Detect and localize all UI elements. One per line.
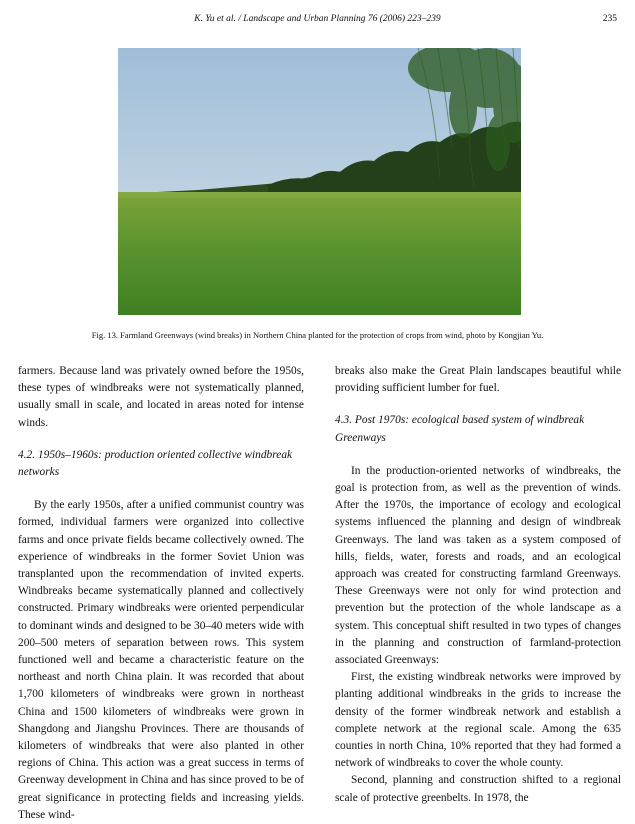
right-column (335, 363, 621, 807)
page-header (18, 14, 617, 28)
section-heading: 4.2. 1950s–1960s: production oriented collective windbreak networks (18, 448, 293, 479)
figure-photo (118, 48, 521, 315)
paragraph: By the early 1950s, after a unified communist country was formed, individual farmers were organized into collective farms and once private fields became collectively owned. The experience of windbreaks in the former Soviet Union was transplanted upon the recommendation of invited experts. Windbreaks became systematically planned and collectively constructed. Primary windbreaks were oriented perpendicular to dominant winds and designed to be 30–40 meters wide with 200–500 meters of separation between rows. This system functioned well and became a characteristic feature on the northeast and north China plain. It was recorded that about 1,700 kilometers of windbreaks were grown in northeast China and 1500 kilometers of windbreaks were grown in Shangdong and Jiangshu Provinces. There are thousands of kilometers of windbreaks that were also planted in other regions of China. This action was a great success in terms of Greenway development in China and has since proved to be of great significance in protecting fields and increasing yields. These wind- (18, 499, 304, 821)
figure-caption: Fig. 13. Farmland Greenways (wind breaks) in Northern China planted for the protection of crops from wind, photo by Kongjian Yu. (91, 330, 544, 340)
paragraph: First, the existing windbreak networks were improved by planting additional windbreaks in the grids to increase the density of the former windbreak network and establish a complete network at the regional scale. Among the 635 counties in north China, 10% reported that they had formed a network of windbreaks to cover the whole county. (335, 671, 621, 770)
farmland-windbreak-photo (118, 48, 521, 315)
paragraph: In the production-oriented networks of windbreaks, the goal is protection from, as well as the prevention of winds. After the 1970s, the importance of ecology and ecological systems influenced the planning and design of windbreak Greenways. The land was taken as a system composed of hills, fields, water, forests and roads, and an ecological approach was created for constructing farmland Greenways. These Greenways were not only for wind protection and prevention but the protection of the whole landscape as a system. This conceptual shift resulted in two types of changes in the planning and construction of farmland-protection associated Greenways: (335, 464, 621, 667)
running-head: K. Yu et al. / Landscape and Urban Planning 76 (2006) 223–239 (194, 14, 441, 24)
page-number: 235 (602, 14, 617, 24)
paragraph: breaks also make the Great Plain landscapes beautiful while providing sufficient lumber for fuel. (335, 365, 621, 395)
left-column (18, 363, 304, 824)
section-heading: 4.3. Post 1970s: ecological based system of windbreak Greenways (335, 414, 585, 444)
paragraph: farmers. Because land was privately owned before the 1950s, these types of windbreaks were not systematically planned, usually small in scale, and located in areas noted for intense winds. (18, 365, 304, 429)
paragraph: Second, planning and construction shifted to a regional scale of protective greenbelts. In 1978, the (335, 774, 621, 804)
